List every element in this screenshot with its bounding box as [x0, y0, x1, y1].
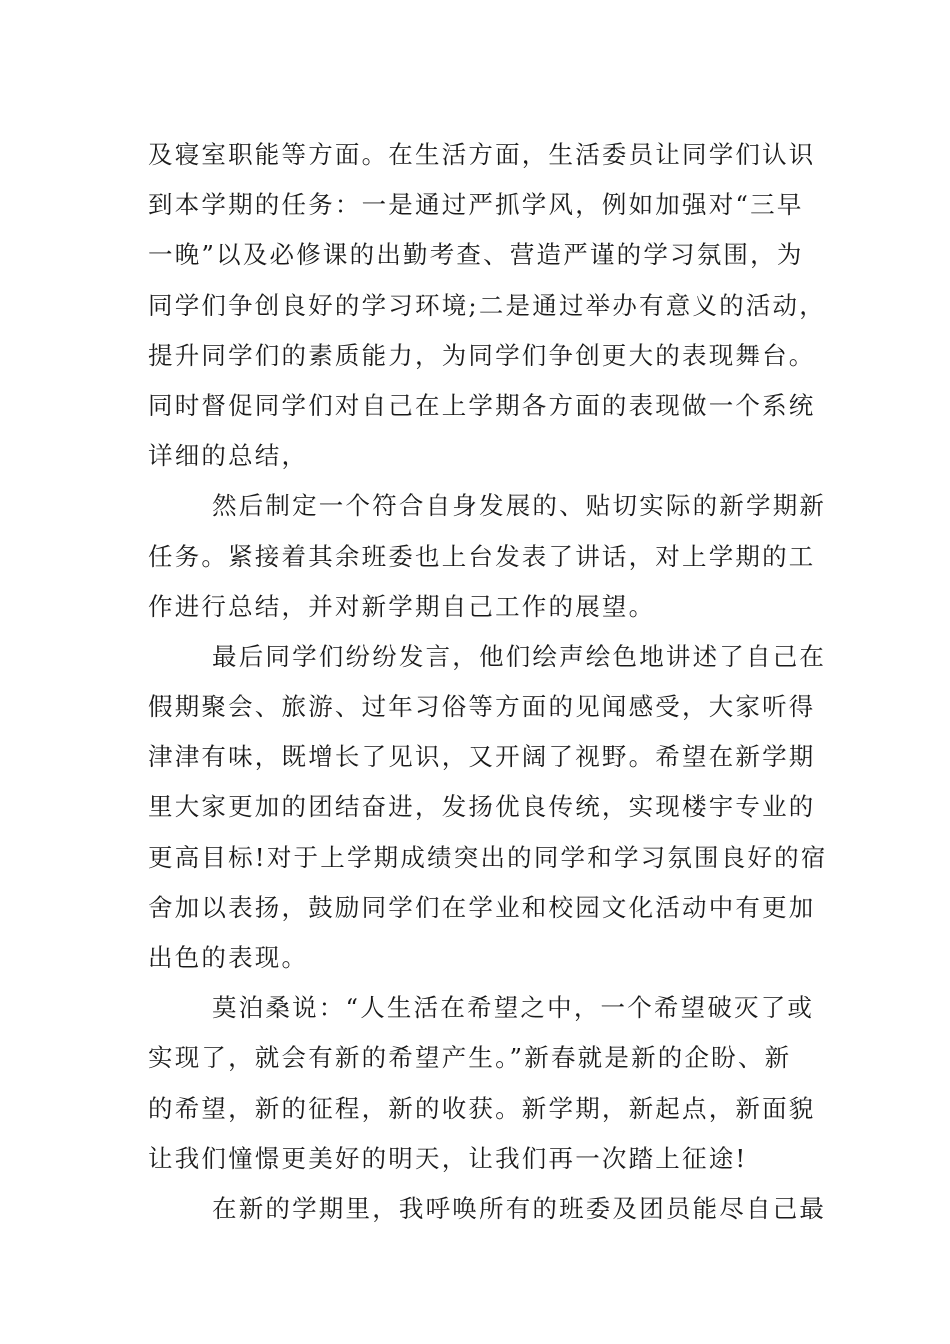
text-line: 更高目标!对于上学期成绩突出的同学和学习氛围良好的宿 — [148, 842, 828, 872]
text-line: 一晚”以及必修课的出勤考查、营造严谨的学习氛围，为 — [148, 240, 804, 270]
paragraph-first-line: 在新的学期里，我呼唤所有的班委及团员能尽自己最 — [212, 1193, 827, 1223]
text-line: 舍加以表扬，鼓励同学们在学业和校园文化活动中有更加 — [148, 892, 816, 922]
text-line: 同学们争创良好的学习环境;二是通过举办有意义的活动， — [148, 290, 826, 320]
text-line: 让我们憧憬更美好的明天，让我们再一次踏上征途! — [148, 1143, 748, 1173]
text-line: 到本学期的任务：一是通过严抓学风，例如加强对“三早 — [148, 190, 804, 220]
text-line: 假期聚会、旅游、过年习俗等方面的见闻感受，大家听得 — [148, 692, 816, 722]
text-line: 及寝室职能等方面。在生活方面，生活委员让同学们认识 — [148, 140, 816, 169]
paragraph-first-line: 最后同学们纷纷发言，他们绘声绘色地讲述了自己在 — [212, 641, 827, 671]
text-line: 实现了，就会有新的希望产生。”新春就是新的企盼、新 — [148, 1043, 792, 1073]
text-line: 作进行总结，并对新学期自己工作的展望。 — [148, 591, 656, 621]
document-body — [148, 130, 828, 1234]
text-line: 出色的表现。 — [148, 943, 309, 972]
paragraph-first-line: 然后制定一个符合自身发展的、贴切实际的新学期新 — [212, 491, 827, 521]
paragraph-first-line: 莫泊桑说：“人生活在希望之中，一个希望破灭了或 — [212, 993, 815, 1023]
text-line: 同时督促同学们对自己在上学期各方面的表现做一个系统 — [148, 390, 816, 420]
text-line: 提升同学们的素质能力，为同学们争创更大的表现舞台。 — [148, 340, 816, 370]
text-line: 详细的总结， — [148, 441, 309, 471]
text-line: 任务。紧接着其余班委也上台发表了讲话，对上学期的工 — [148, 541, 816, 571]
text-line: 津津有味，既增长了见识，又开阔了视野。希望在新学期 — [148, 742, 816, 772]
text-line: 的希望，新的征程，新的收获。新学期，新起点，新面貌 — [148, 1093, 816, 1123]
text-line: 里大家更加的团结奋进，发扬优良传统，实现楼宇专业的 — [148, 792, 816, 822]
